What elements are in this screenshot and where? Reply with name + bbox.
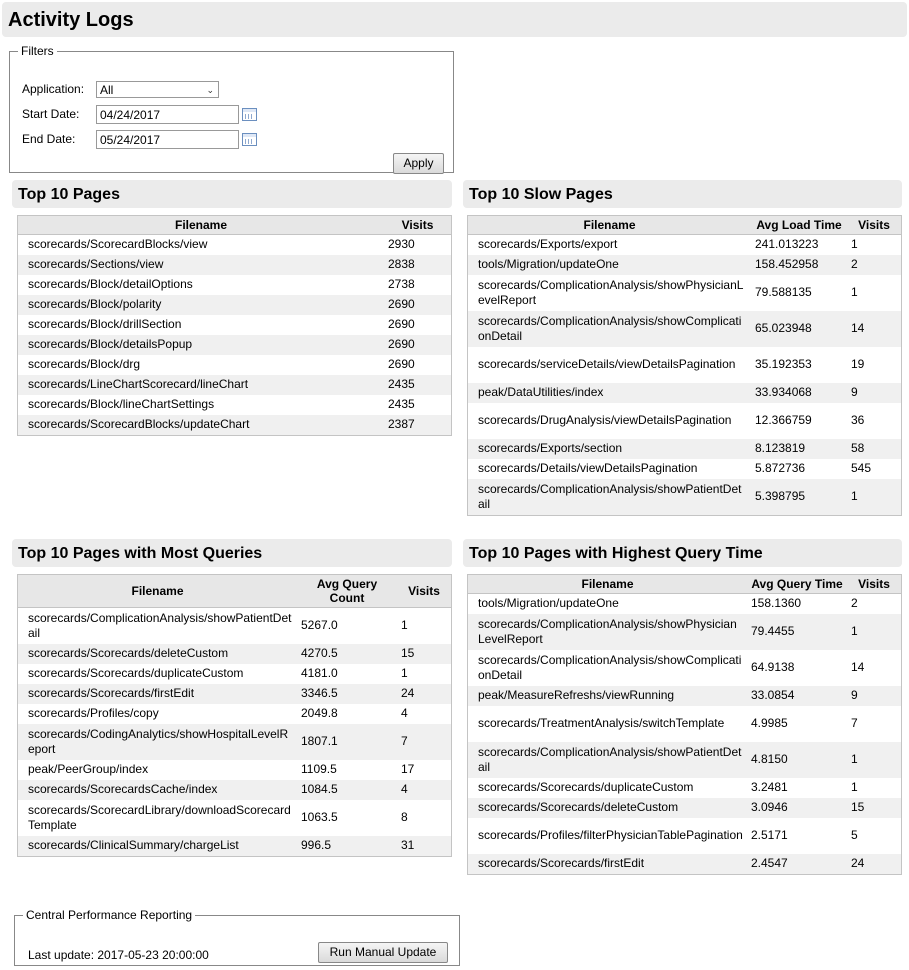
table-row <box>468 347 901 383</box>
cell-filename: scorecards/DrugAnalysis/viewDetailsPagination <box>478 413 732 427</box>
cell-filename: scorecards/Scorecards/firstEdit <box>468 854 747 874</box>
cell-filename: scorecards/Block/drillSection <box>28 317 182 331</box>
cell-filename: scorecards/TreatmentAnalysis/switchTemplate <box>478 716 725 730</box>
cell-value: 9 <box>847 686 901 706</box>
table-row <box>18 800 451 836</box>
cell-value: 33.0854 <box>747 686 847 706</box>
table-row <box>468 255 901 275</box>
cell-value: 15 <box>397 644 451 664</box>
col-filename: Filename <box>468 216 751 235</box>
table-row <box>18 235 451 255</box>
cell-filename: scorecards/Scorecards/deleteCustom <box>18 644 297 664</box>
cell-value: 7 <box>851 716 858 730</box>
cell-filename: scorecards/ScorecardsCache/index <box>18 780 297 800</box>
col-avg-load-time: Avg Load Time <box>751 216 847 235</box>
cell-filename: scorecards/Scorecards/duplicateCustom <box>478 780 694 794</box>
run-manual-update-button[interactable]: Run Manual Update <box>318 942 448 963</box>
cell-value: 1 <box>851 780 858 794</box>
cell-value: 1 <box>847 742 901 778</box>
cell-value: 4181.0 <box>301 666 338 680</box>
col-avg-query-count: Avg Query Count <box>297 575 397 608</box>
cell-filename: tools/Migration/updateOne <box>468 255 751 275</box>
apply-button[interactable]: Apply <box>393 153 444 174</box>
table-row <box>468 311 901 347</box>
slow-pages-table <box>467 215 902 516</box>
cpr-panel <box>14 908 460 966</box>
cell-value: 79.588135 <box>755 285 812 299</box>
cell-filename: scorecards/Profiles/copy <box>28 706 159 720</box>
cell-value: 3.2481 <box>751 780 788 794</box>
table-row <box>468 479 901 515</box>
cell-value: 4.9985 <box>751 716 788 730</box>
cell-value: 5 <box>851 828 858 842</box>
table-row <box>468 686 901 706</box>
cell-value: 33.934068 <box>751 383 847 403</box>
col-avg-query-time: Avg Query Time <box>747 575 847 594</box>
cell-value: 64.9138 <box>751 660 795 674</box>
cell-value: 58 <box>847 439 901 459</box>
cell-value: 9 <box>847 383 901 403</box>
cell-filename: scorecards/ScorecardBlocks/updateChart <box>18 415 384 435</box>
cell-filename: peak/DataUtilities/index <box>468 383 751 403</box>
cell-value: 8.123819 <box>751 439 847 459</box>
cell-value: 4270.5 <box>297 644 397 664</box>
col-visits: Visits <box>847 575 901 594</box>
cell-filename: scorecards/ComplicationAnalysis/showPhysicianLevelReport <box>468 614 747 650</box>
cell-value: 1 <box>851 237 858 252</box>
cell-value: 7 <box>397 724 451 760</box>
cell-value: 2435 <box>384 375 451 395</box>
cell-value: 36 <box>851 413 865 427</box>
cell-value: 2387 <box>384 415 451 435</box>
cell-filename: scorecards/serviceDetails/viewDetailsPagination <box>478 357 736 371</box>
cell-value: 3.0946 <box>747 798 847 818</box>
cell-filename: scorecards/ScorecardBlocks/view <box>28 237 208 252</box>
table-row <box>18 724 451 760</box>
cell-filename: scorecards/Block/lineChartSettings <box>28 397 215 411</box>
cell-value: 5267.0 <box>301 618 338 633</box>
col-visits: Visits <box>384 216 451 235</box>
col-filename: Filename <box>468 575 747 594</box>
cell-filename: scorecards/Sections/view <box>18 255 384 275</box>
col-visits: Visits <box>397 575 451 608</box>
cell-value: 1063.5 <box>301 810 338 824</box>
cell-value: 1 <box>851 285 858 299</box>
cell-filename: scorecards/Details/viewDetailsPagination <box>478 461 698 475</box>
cell-value: 996.5 <box>297 836 397 856</box>
most-queries-header: Top 10 Pages with Most Queries <box>12 539 452 567</box>
table-row <box>468 383 901 403</box>
cell-filename: scorecards/CodingAnalytics/showHospitalLevelReport <box>18 724 297 760</box>
cell-filename: scorecards/Block/detailOptions <box>28 277 193 291</box>
table-row <box>468 403 901 439</box>
cell-value: 2690 <box>388 357 415 371</box>
top-pages-header: Top 10 Pages <box>12 180 452 208</box>
cell-filename: scorecards/ComplicationAnalysis/showComplicationDetail <box>468 311 751 347</box>
application-select-value: All <box>100 82 114 97</box>
end-date-label: End Date: <box>22 132 76 146</box>
cell-filename: scorecards/Block/drg <box>28 357 141 371</box>
table-row <box>468 275 901 311</box>
cell-value: 79.4455 <box>747 614 847 650</box>
cell-filename: scorecards/ComplicationAnalysis/showPatientDetail <box>468 742 747 778</box>
cell-value: 1084.5 <box>297 780 397 800</box>
cell-value: 24 <box>847 854 901 874</box>
cell-value: 17 <box>401 762 415 776</box>
cell-value: 24 <box>397 684 451 704</box>
cell-value: 1 <box>847 479 901 515</box>
cell-value: 4.8150 <box>747 742 847 778</box>
cell-value: 158.452958 <box>751 255 847 275</box>
cell-filename: peak/MeasureRefreshs/viewRunning <box>468 686 747 706</box>
table-row <box>18 415 451 435</box>
cell-value: 2838 <box>384 255 451 275</box>
top-pages-table <box>17 215 452 436</box>
cell-value: 8 <box>401 810 408 824</box>
filters-panel <box>9 44 454 173</box>
table-row <box>468 459 901 479</box>
cell-filename: scorecards/Block/polarity <box>18 295 384 315</box>
cpr-legend: Central Performance Reporting <box>26 908 193 922</box>
table-row <box>18 704 451 724</box>
cell-filename: scorecards/ComplicationAnalysis/showPatientDetail <box>28 610 292 640</box>
chevron-down-icon: ⌄ <box>206 84 214 95</box>
table-row <box>18 395 451 415</box>
cell-filename: scorecards/Block/detailsPopup <box>18 335 384 355</box>
start-date-label: Start Date: <box>22 107 80 121</box>
page-title: Activity Logs <box>8 9 134 31</box>
cell-value: 2.5171 <box>751 828 788 842</box>
table-row <box>18 335 451 355</box>
cell-value: 2.4547 <box>747 854 847 874</box>
table-row <box>18 255 451 275</box>
table-row <box>18 780 451 800</box>
cell-filename: scorecards/LineChartScorecard/lineChart <box>18 375 384 395</box>
cell-filename: scorecards/ComplicationAnalysis/showComplicationDetail <box>478 652 742 682</box>
cell-value: 2435 <box>388 397 415 411</box>
table-row <box>18 355 451 375</box>
start-date-input[interactable]: 04/24/2017 <box>96 105 239 124</box>
cell-filename: scorecards/Profiles/filterPhysicianTablePagination <box>478 828 743 842</box>
table-row <box>18 644 451 664</box>
query-time-header: Top 10 Pages with Highest Query Time <box>463 539 902 567</box>
cell-filename: scorecards/Scorecards/firstEdit <box>18 684 297 704</box>
cell-value: 14 <box>851 660 865 674</box>
application-select[interactable] <box>96 81 219 98</box>
last-update-text: Last update: 2017-05-23 20:00:00 <box>28 948 209 962</box>
calendar-icon[interactable] <box>242 108 257 121</box>
cell-value: 2690 <box>384 295 451 315</box>
title-bar <box>2 2 907 37</box>
cell-value: 5.398795 <box>751 479 847 515</box>
cell-value: 2738 <box>388 277 415 291</box>
table-row <box>18 375 451 395</box>
end-date-input[interactable]: 05/24/2017 <box>96 130 239 149</box>
table-row <box>468 742 901 778</box>
cell-value: 3346.5 <box>297 684 397 704</box>
cell-filename: scorecards/ClinicalSummary/chargeList <box>18 836 297 856</box>
table-row <box>468 854 901 874</box>
cell-value: 2690 <box>384 335 451 355</box>
cell-value: 65.023948 <box>751 311 847 347</box>
cell-value: 19 <box>851 357 865 371</box>
cell-value: 1 <box>401 618 408 633</box>
cell-value: 1 <box>847 614 901 650</box>
col-visits: Visits <box>847 216 901 235</box>
cell-filename: peak/PeerGroup/index <box>28 762 149 776</box>
table-row <box>18 684 451 704</box>
cell-value: 241.013223 <box>755 237 819 252</box>
table-row <box>18 664 451 684</box>
table-row <box>468 439 901 459</box>
cell-value: 1109.5 <box>301 762 337 776</box>
application-label: Application: <box>22 82 85 96</box>
cell-filename: scorecards/Exports/export <box>478 237 618 252</box>
table-row <box>468 614 901 650</box>
cell-value: 2 <box>847 255 901 275</box>
table-row <box>468 818 901 854</box>
table-row <box>18 315 451 335</box>
cell-filename: scorecards/Exports/section <box>468 439 751 459</box>
cell-filename: scorecards/Scorecards/duplicateCustom <box>28 666 244 680</box>
table-row <box>468 798 901 818</box>
cell-value: 2 <box>851 596 858 611</box>
col-filename: Filename <box>18 216 384 235</box>
cell-value: 158.1360 <box>751 596 802 611</box>
cell-value: 2690 <box>388 317 415 331</box>
cell-filename: scorecards/ScorecardLibrary/downloadScorecardTemplate <box>28 802 291 832</box>
cell-value: 35.192353 <box>755 357 812 371</box>
cell-value: 4 <box>397 780 451 800</box>
table-row <box>468 778 901 798</box>
cell-value: 5.872736 <box>755 461 806 475</box>
filters-legend: Filters <box>21 44 54 58</box>
cell-value: 15 <box>847 798 901 818</box>
query-time-table <box>467 574 902 875</box>
calendar-icon[interactable] <box>242 133 257 146</box>
table-row <box>468 650 901 686</box>
col-filename: Filename <box>18 575 297 608</box>
table-row <box>18 295 451 315</box>
cell-value: 12.366759 <box>755 413 812 427</box>
cell-filename: scorecards/ComplicationAnalysis/showPhysicianLevelReport <box>478 277 744 307</box>
table-row <box>468 706 901 742</box>
slow-pages-header: Top 10 Slow Pages <box>463 180 902 208</box>
cell-filename: scorecards/ComplicationAnalysis/showPatientDetail <box>468 479 751 515</box>
cell-value: 2049.8 <box>301 706 338 720</box>
cell-value: 545 <box>851 461 872 475</box>
cell-value: 2930 <box>388 237 415 252</box>
table-row <box>18 836 451 856</box>
cell-value: 1807.1 <box>297 724 397 760</box>
cell-value: 1 <box>401 666 408 680</box>
cell-value: 14 <box>847 311 901 347</box>
table-row <box>18 760 451 780</box>
table-row <box>468 235 901 255</box>
table-row <box>18 275 451 295</box>
cell-filename: tools/Migration/updateOne <box>478 596 619 611</box>
cell-value: 4 <box>401 706 408 720</box>
most-queries-table <box>17 574 452 857</box>
table-row <box>468 594 901 614</box>
cell-value: 31 <box>397 836 451 856</box>
table-row <box>18 608 451 644</box>
cell-filename: scorecards/Scorecards/deleteCustom <box>468 798 747 818</box>
